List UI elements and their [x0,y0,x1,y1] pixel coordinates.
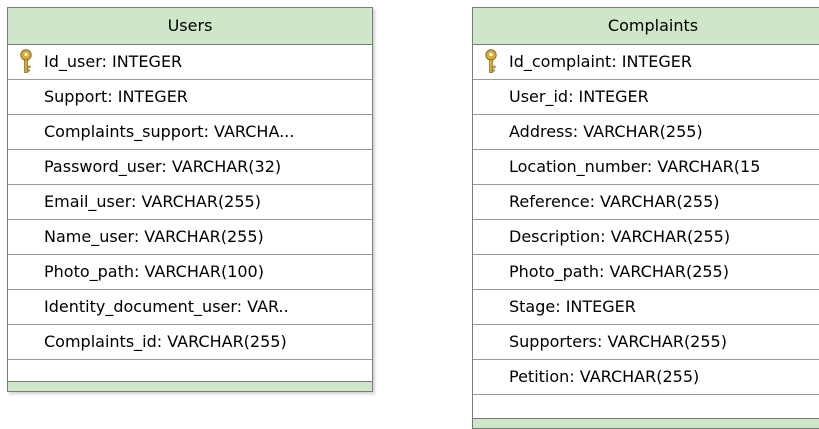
attribute-label: Identity_document_user: VAR.. [44,297,289,316]
attribute-label: Reference: VARCHAR(255) [509,192,720,211]
attribute-row [8,255,372,290]
attribute-label: Support: INTEGER [44,87,188,106]
entity-users-table [7,7,373,392]
attribute-row [473,255,819,290]
attribute-row [8,45,372,80]
attribute-row [473,45,819,80]
attribute-row [473,150,819,185]
entity-complaints-header: Complaints [473,8,819,45]
attribute-label: Description: VARCHAR(255) [509,227,731,246]
attribute-label: Stage: INTEGER [509,297,636,316]
attribute-row [8,325,372,360]
entity-users-header: Users [8,8,372,45]
attribute-row [473,220,819,255]
attribute-label: Complaints_id: VARCHAR(255) [44,332,287,351]
attribute-row [473,290,819,325]
key-icon [19,49,33,75]
attribute-label: Photo_path: VARCHAR(100) [44,262,264,281]
attribute-label: Petition: VARCHAR(255) [509,367,700,386]
attribute-row [8,290,372,325]
attribute-label: Name_user: VARCHAR(255) [44,227,264,246]
attribute-label: Photo_path: VARCHAR(255) [509,262,729,281]
entity-complaints-table [472,7,819,429]
attribute-row [8,115,372,150]
attribute-row [473,80,819,115]
attribute-label: Location_number: VARCHAR(15 [509,157,761,176]
attribute-label: Id_user: INTEGER [44,52,183,71]
attribute-label: Password_user: VARCHAR(32) [44,157,282,176]
attribute-row [473,360,819,395]
attribute-label: Address: VARCHAR(255) [509,122,703,141]
attribute-row [473,115,819,150]
attribute-row [8,185,372,220]
attribute-row [8,80,372,115]
attribute-row [473,185,819,220]
attribute-label: Email_user: VARCHAR(255) [44,192,261,211]
key-icon [484,49,498,75]
attribute-row [8,220,372,255]
entity-complaints-footer [473,418,819,428]
attribute-label: Supporters: VARCHAR(255) [509,332,727,351]
attribute-label: Complaints_support: VARCHA... [44,122,295,141]
entity-users-footer [8,381,372,391]
attribute-row [473,325,819,360]
attribute-row [8,150,372,185]
attribute-label: User_id: INTEGER [509,87,649,106]
attribute-label: Id_complaint: INTEGER [509,52,692,71]
